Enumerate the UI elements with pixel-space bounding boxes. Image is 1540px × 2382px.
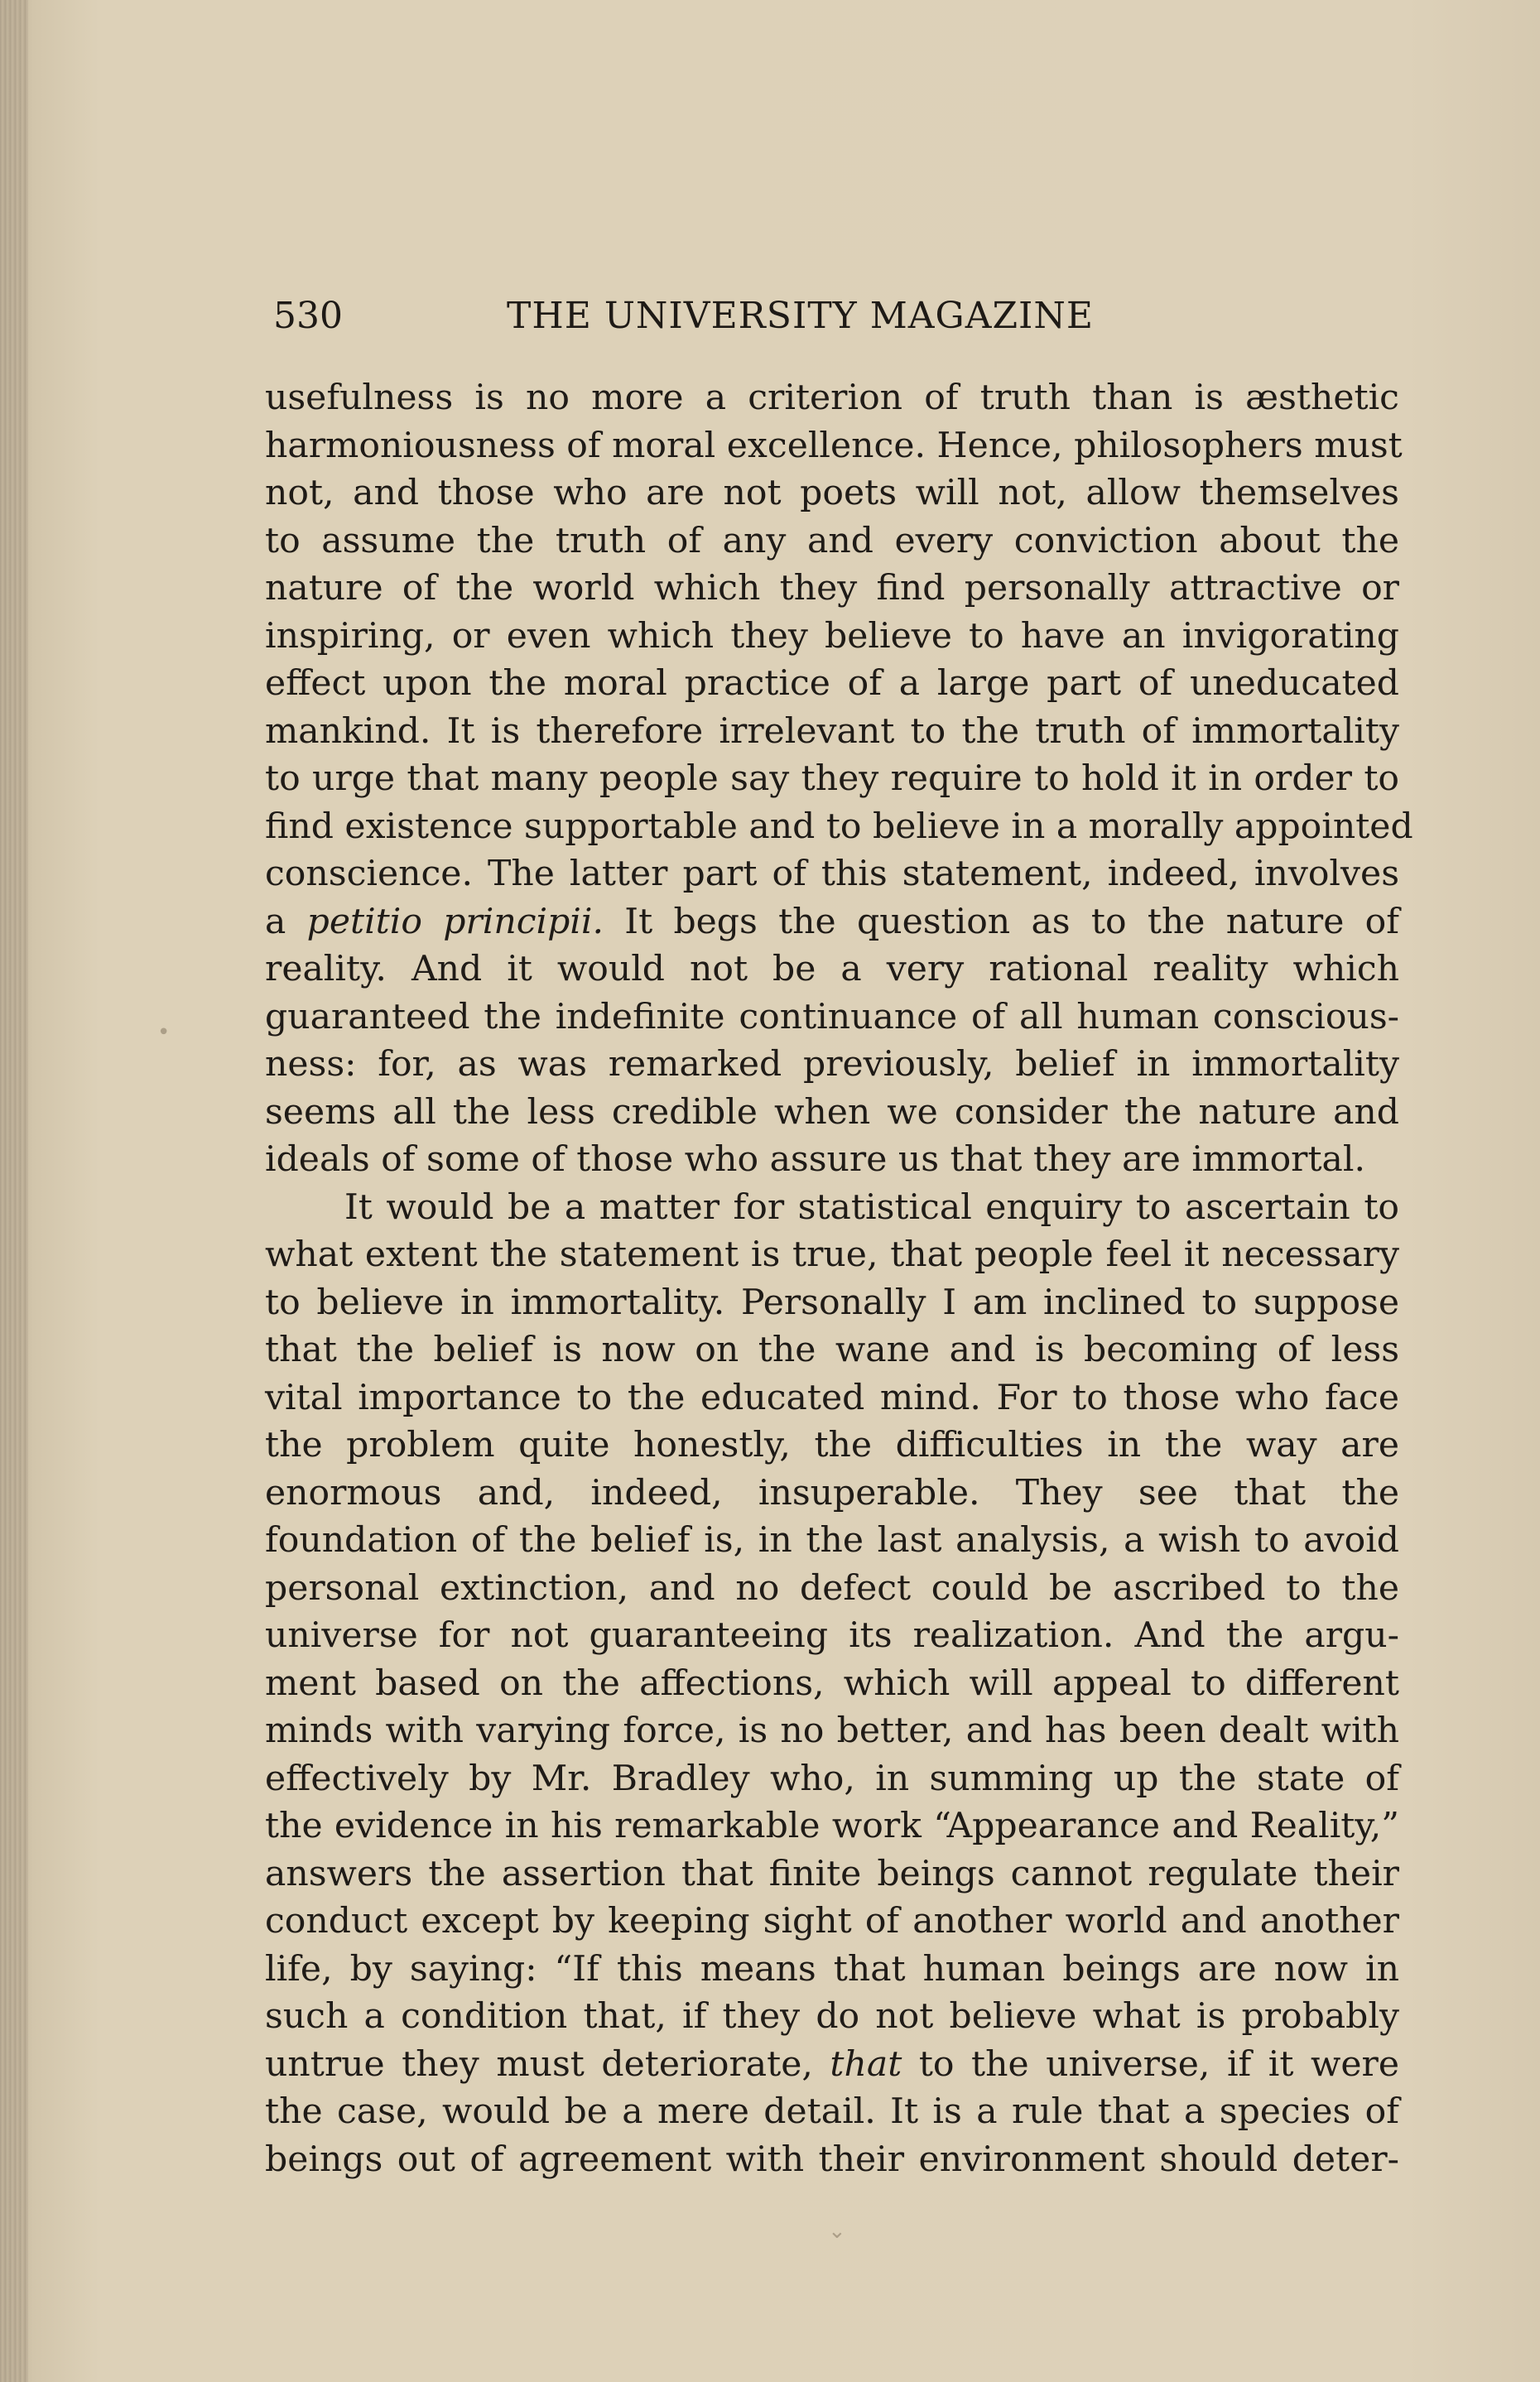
text-fragment: to the universe, if it were (902, 2043, 1399, 2085)
text-line: the evidence in his remarkable work “Appearance and Reality,” (265, 1806, 1399, 1846)
text-line: personal extinction, and no defect could be ascribed to the (265, 1567, 1399, 1609)
text-line: conduct except by keeping sight of another world and another (265, 1901, 1399, 1942)
text-line: the case, would be a mere detail. It is a rule that a species of (265, 2091, 1399, 2132)
text-line: mankind. It is therefore irrelevant to the truth of immortality (265, 710, 1399, 752)
text-line: the problem quite honestly, the difficulties in the way are (265, 1425, 1399, 1465)
text-line: harmoniousness of moral excellence. Hence, philosophers must (265, 425, 1403, 466)
text-line: It would be a matter for statistical enquiry to ascertain to (344, 1186, 1399, 1228)
book-gutter (0, 0, 28, 2382)
text-line: ideals of some of those who assure us that they are immortal. (265, 1139, 1365, 1180)
text-line: beings out of agreement with their environment should deter- (265, 2139, 1399, 2180)
text-line: seems all the less credible when we consider the nature and (265, 1091, 1399, 1133)
text-line: universe for not guaranteeing its realization. And the argu- (265, 1615, 1399, 1656)
paper-speck: ⌄ (828, 2219, 846, 2244)
text-line: effect upon the moral practice of a large part of uneducated (265, 663, 1399, 704)
italic-phrase: that (830, 2043, 902, 2085)
running-title: THE UNIVERSITY MAGAZINE (507, 295, 1095, 337)
text-line: foundation of the belief is, in the last analysis, a wish to avoid (265, 1520, 1399, 1561)
text-line: ness: for, as was remarked previously, belief in immortality (265, 1044, 1399, 1085)
text-line: find existence supportable and to believe in a morally appointed (265, 806, 1413, 847)
text-line (265, 2041, 1399, 2089)
text-line: enormous and, indeed, insuperable. They see that the (265, 1472, 1399, 1513)
italic-phrase: petitio principii. (306, 901, 604, 942)
text-fragment: untrue they must deteriorate, (265, 2043, 830, 2085)
text-line: conscience. The latter part of this statement, indeed, involves (265, 854, 1399, 894)
page-header (273, 291, 1416, 341)
body-text (265, 374, 1413, 2183)
text-line: answers the assertion that finite beings cannot regulate their (265, 1853, 1399, 1894)
text-line: reality. And it would not be a very rational reality which (265, 949, 1399, 989)
paper-speck: • (157, 1020, 171, 1045)
text-line: effectively by Mr. Bradley who, in summing up the state of (265, 1758, 1399, 1799)
page-number: 530 (273, 295, 343, 337)
text-line: usefulness is no more a criterion of truth than is æsthetic (265, 378, 1399, 418)
text-line: not, and those who are not poets will not, allow themselves (265, 473, 1399, 513)
text-line: such a condition that, if they do not believe what is probably (265, 1996, 1399, 2037)
text-line: what extent the statement is true, that people feel it necessary (265, 1234, 1399, 1275)
text-line: life, by saying: “If this means that human beings are now in (265, 1948, 1399, 1990)
text-fragment: It begs the question as to the nature of (604, 901, 1399, 942)
text-line: to urge that many people say they require to hold it in order to (265, 758, 1399, 799)
text-line: ment based on the affections, which will appeal to different (265, 1663, 1399, 1704)
text-fragment: a (265, 901, 307, 942)
text-line (265, 898, 1399, 946)
text-line: to assume the truth of any and every conviction about the (265, 520, 1399, 561)
text-line: minds with varying force, is no better, and has been dealt with (265, 1711, 1399, 1751)
text-line: guaranteed the indefinite continuance of all human conscious- (265, 996, 1399, 1037)
text-line: nature of the world which they find personally attractive or (265, 568, 1399, 609)
text-line: that the belief is now on the wane and is becoming of less (265, 1330, 1399, 1370)
text-line: to believe in immortality. Personally I am inclined to suppose (265, 1282, 1399, 1323)
text-line: vital importance to the educated mind. For to those who face (265, 1377, 1399, 1418)
text-line: inspiring, or even which they believe to have an invigorating (265, 615, 1399, 657)
